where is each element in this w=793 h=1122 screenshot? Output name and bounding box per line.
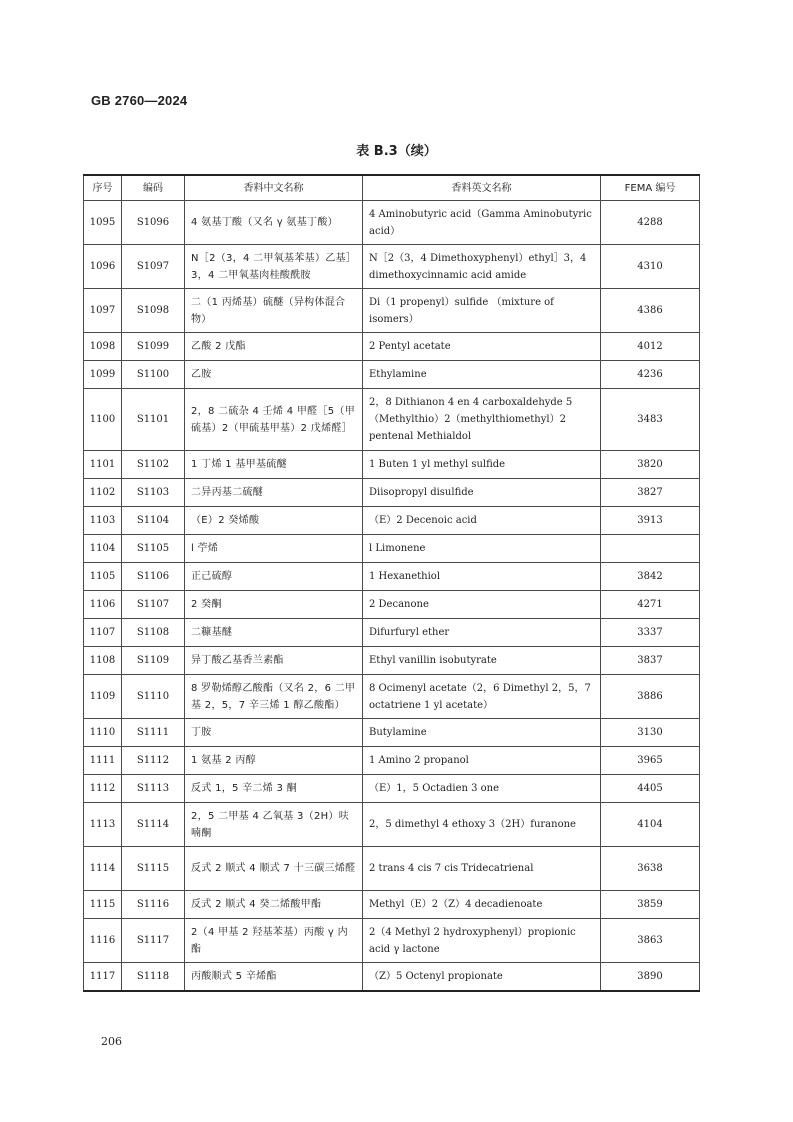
row-english-name: 8 Ocimenyl acetate（2，6 Dimethyl 2，5，7 octatriene 1 yl acetate） bbox=[363, 675, 601, 719]
row-fema-number: 3827 bbox=[601, 479, 700, 507]
row-code: S1114 bbox=[122, 803, 185, 847]
row-fema-number: 3638 bbox=[601, 847, 700, 891]
flavor-table bbox=[83, 174, 700, 992]
table-row bbox=[84, 507, 700, 535]
row-fema-number: 4012 bbox=[601, 333, 700, 361]
row-code: S1102 bbox=[122, 451, 185, 479]
row-chinese-name: 2，5 二甲基 4 乙氧基 3（2H）呋喃酮 bbox=[185, 803, 363, 847]
row-number: 1097 bbox=[84, 289, 122, 333]
row-code: S1107 bbox=[122, 591, 185, 619]
table-row bbox=[84, 619, 700, 647]
row-english-name: l Limonene bbox=[363, 535, 601, 563]
row-number: 1095 bbox=[84, 201, 122, 245]
row-chinese-name: 2（4 甲基 2 羟基苯基）丙酸 γ 内酯 bbox=[185, 919, 363, 963]
row-number: 1116 bbox=[84, 919, 122, 963]
row-chinese-name: 二异丙基二硫醚 bbox=[185, 479, 363, 507]
row-chinese-name: 丁胺 bbox=[185, 719, 363, 747]
row-chinese-name: 1 氨基 2 丙醇 bbox=[185, 747, 363, 775]
row-code: S1113 bbox=[122, 775, 185, 803]
column-header-fema: FEMA 编号 bbox=[601, 175, 700, 201]
page-number: 206 bbox=[101, 1035, 122, 1048]
row-chinese-name: N［2（3，4 二甲氧基苯基）乙基］3，4 二甲氧基肉桂酸酰胺 bbox=[185, 245, 363, 289]
row-number: 1101 bbox=[84, 451, 122, 479]
row-fema-number: 4236 bbox=[601, 361, 700, 389]
row-number: 1111 bbox=[84, 747, 122, 775]
table-row bbox=[84, 289, 700, 333]
row-code: S1116 bbox=[122, 891, 185, 919]
row-code: S1105 bbox=[122, 535, 185, 563]
row-number: 1113 bbox=[84, 803, 122, 847]
table-row bbox=[84, 535, 700, 563]
column-header-code: 编码 bbox=[122, 175, 185, 201]
row-fema-number: 3337 bbox=[601, 619, 700, 647]
row-fema-number: 4271 bbox=[601, 591, 700, 619]
row-english-name: N［2（3，4 Dimethoxyphenyl）ethyl］3，4 dimethoxycinnamic acid amide bbox=[363, 245, 601, 289]
row-number: 1096 bbox=[84, 245, 122, 289]
row-fema-number: 4386 bbox=[601, 289, 700, 333]
row-chinese-name: 4 氨基丁酸（又名 γ 氨基丁酸） bbox=[185, 201, 363, 245]
row-english-name: （E）2 Decenoic acid bbox=[363, 507, 601, 535]
row-chinese-name: 反式 2 顺式 4 顺式 7 十三碳三烯醛 bbox=[185, 847, 363, 891]
row-fema-number: 3837 bbox=[601, 647, 700, 675]
row-chinese-name: 2 癸酮 bbox=[185, 591, 363, 619]
row-number: 1106 bbox=[84, 591, 122, 619]
row-fema-number: 4104 bbox=[601, 803, 700, 847]
row-code: S1099 bbox=[122, 333, 185, 361]
row-fema-number: 3859 bbox=[601, 891, 700, 919]
row-code: S1103 bbox=[122, 479, 185, 507]
table-row bbox=[84, 847, 700, 891]
row-number: 1112 bbox=[84, 775, 122, 803]
table-row bbox=[84, 201, 700, 245]
row-english-name: 2 Pentyl acetate bbox=[363, 333, 601, 361]
row-fema-number: 3820 bbox=[601, 451, 700, 479]
row-chinese-name: 1 丁烯 1 基甲基硫醚 bbox=[185, 451, 363, 479]
row-english-name: 1 Hexanethiol bbox=[363, 563, 601, 591]
row-english-name: Ethylamine bbox=[363, 361, 601, 389]
row-code: S1118 bbox=[122, 963, 185, 991]
row-fema-number: 3130 bbox=[601, 719, 700, 747]
table-title: 表 B.3（续） bbox=[356, 144, 437, 159]
row-code: S1109 bbox=[122, 647, 185, 675]
row-code: S1108 bbox=[122, 619, 185, 647]
table-row bbox=[84, 803, 700, 847]
row-number: 1107 bbox=[84, 619, 122, 647]
row-english-name: Di（1 propenyl）sulfide （mixture of isomers） bbox=[363, 289, 601, 333]
row-number: 1099 bbox=[84, 361, 122, 389]
row-chinese-name: 丙酸顺式 5 辛烯酯 bbox=[185, 963, 363, 991]
table-row bbox=[84, 479, 700, 507]
row-english-name: Diisopropyl disulfide bbox=[363, 479, 601, 507]
row-number: 1117 bbox=[84, 963, 122, 991]
column-header-en-name: 香料英文名称 bbox=[363, 175, 601, 201]
row-chinese-name: 异丁酸乙基香兰素酯 bbox=[185, 647, 363, 675]
row-fema-number: 4310 bbox=[601, 245, 700, 289]
row-number: 1104 bbox=[84, 535, 122, 563]
table-row bbox=[84, 647, 700, 675]
row-chinese-name: 8 罗勒烯醇乙酸酯（又名 2，6 二甲基 2，5，7 辛三烯 1 醇乙酸酯） bbox=[185, 675, 363, 719]
row-code: S1100 bbox=[122, 361, 185, 389]
table-header-row bbox=[84, 175, 700, 201]
table-body bbox=[84, 201, 700, 991]
table-row bbox=[84, 675, 700, 719]
row-chinese-name: 二糠基醚 bbox=[185, 619, 363, 647]
row-number: 1100 bbox=[84, 389, 122, 451]
row-number: 1114 bbox=[84, 847, 122, 891]
row-chinese-name: 乙胺 bbox=[185, 361, 363, 389]
row-code: S1104 bbox=[122, 507, 185, 535]
table-row bbox=[84, 591, 700, 619]
table-row bbox=[84, 919, 700, 963]
row-chinese-name: l 苧烯 bbox=[185, 535, 363, 563]
column-header-cn-name: 香料中文名称 bbox=[185, 175, 363, 201]
row-chinese-name: 正己硫醇 bbox=[185, 563, 363, 591]
row-code: S1110 bbox=[122, 675, 185, 719]
row-english-name: Difurfuryl ether bbox=[363, 619, 601, 647]
row-number: 1109 bbox=[84, 675, 122, 719]
row-code: S1106 bbox=[122, 563, 185, 591]
row-english-name: 2 trans 4 cis 7 cis Tridecatrienal bbox=[363, 847, 601, 891]
row-fema-number: 4288 bbox=[601, 201, 700, 245]
row-chinese-name: （E）2 癸烯酸 bbox=[185, 507, 363, 535]
row-code: S1101 bbox=[122, 389, 185, 451]
row-number: 1110 bbox=[84, 719, 122, 747]
row-english-name: 2，5 dimethyl 4 ethoxy 3（2H）furanone bbox=[363, 803, 601, 847]
row-english-name: 2 Decanone bbox=[363, 591, 601, 619]
row-code: S1112 bbox=[122, 747, 185, 775]
row-english-name: （Z）5 Octenyl propionate bbox=[363, 963, 601, 991]
row-english-name: 4 Aminobutyric acid（Gamma Aminobutyric acid） bbox=[363, 201, 601, 245]
row-number: 1098 bbox=[84, 333, 122, 361]
row-fema-number: 3965 bbox=[601, 747, 700, 775]
table-row bbox=[84, 451, 700, 479]
row-english-name: Methyl（E）2（Z）4 decadienoate bbox=[363, 891, 601, 919]
row-code: S1098 bbox=[122, 289, 185, 333]
table-row bbox=[84, 245, 700, 289]
row-fema-number: 3890 bbox=[601, 963, 700, 991]
table-row bbox=[84, 719, 700, 747]
row-number: 1115 bbox=[84, 891, 122, 919]
row-fema-number: 3483 bbox=[601, 389, 700, 451]
column-header-no: 序号 bbox=[84, 175, 122, 201]
row-english-name: 1 Buten 1 yl methyl sulfide bbox=[363, 451, 601, 479]
row-chinese-name: 乙酸 2 戊酯 bbox=[185, 333, 363, 361]
table-row bbox=[84, 747, 700, 775]
row-code: S1117 bbox=[122, 919, 185, 963]
row-chinese-name: 2，8 二硫杂 4 壬烯 4 甲醛［5（甲硫基）2（甲硫基甲基）2 戊烯醛］ bbox=[185, 389, 363, 451]
row-english-name: Butylamine bbox=[363, 719, 601, 747]
row-english-name: Ethyl vanillin isobutyrate bbox=[363, 647, 601, 675]
row-number: 1103 bbox=[84, 507, 122, 535]
table-row bbox=[84, 563, 700, 591]
row-chinese-name: 二（1 丙烯基）硫醚（异构体混合物） bbox=[185, 289, 363, 333]
standard-number-header: GB 2760—2024 bbox=[91, 93, 188, 108]
table-row bbox=[84, 891, 700, 919]
table-row bbox=[84, 361, 700, 389]
row-number: 1108 bbox=[84, 647, 122, 675]
row-number: 1105 bbox=[84, 563, 122, 591]
table-row bbox=[84, 333, 700, 361]
row-english-name: 2（4 Methyl 2 hydroxyphenyl）propionic acid γ lactone bbox=[363, 919, 601, 963]
row-fema-number: 3863 bbox=[601, 919, 700, 963]
table-row bbox=[84, 389, 700, 451]
row-fema-number: 3913 bbox=[601, 507, 700, 535]
row-english-name: （E）1，5 Octadien 3 one bbox=[363, 775, 601, 803]
row-code: S1111 bbox=[122, 719, 185, 747]
row-code: S1097 bbox=[122, 245, 185, 289]
row-fema-number bbox=[601, 535, 700, 563]
table-row bbox=[84, 775, 700, 803]
row-english-name: 1 Amino 2 propanol bbox=[363, 747, 601, 775]
row-chinese-name: 反式 2 顺式 4 癸二烯酸甲酯 bbox=[185, 891, 363, 919]
row-fema-number: 4405 bbox=[601, 775, 700, 803]
row-code: S1115 bbox=[122, 847, 185, 891]
row-number: 1102 bbox=[84, 479, 122, 507]
row-fema-number: 3886 bbox=[601, 675, 700, 719]
row-english-name: 2，8 Dithianon 4 en 4 carboxaldehyde 5（Methylthio）2（methylthiomethyl）2 pentenal Methialdol bbox=[363, 389, 601, 451]
row-fema-number: 3842 bbox=[601, 563, 700, 591]
table-row bbox=[84, 963, 700, 991]
row-code: S1096 bbox=[122, 201, 185, 245]
row-chinese-name: 反式 1，5 辛二烯 3 酮 bbox=[185, 775, 363, 803]
